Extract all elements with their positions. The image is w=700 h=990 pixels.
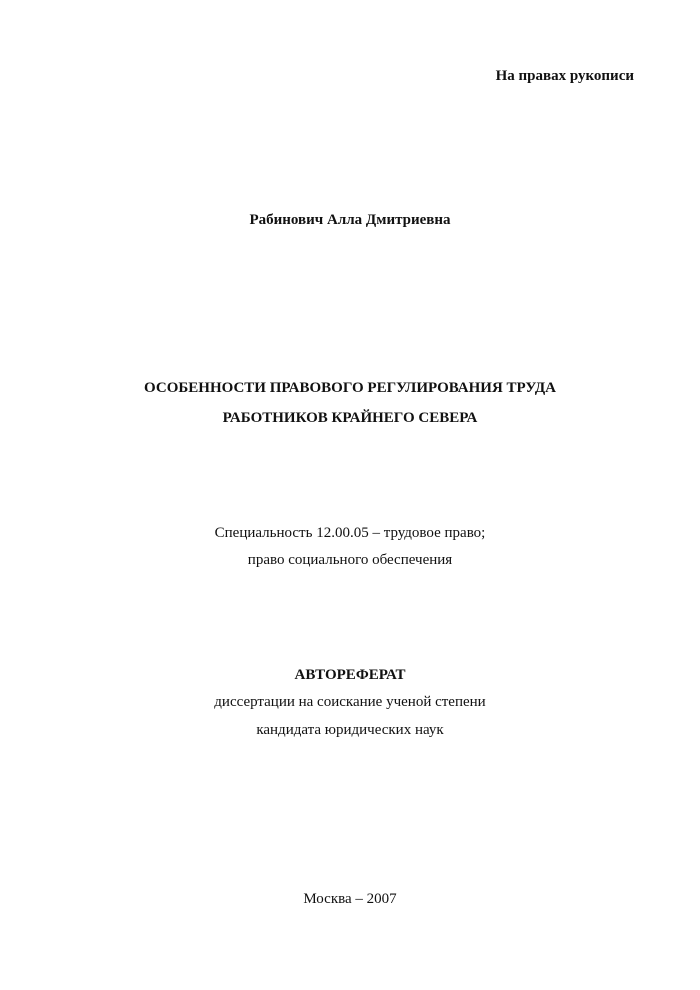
- abstract-heading: АВТОРЕФЕРАТ: [294, 667, 406, 683]
- abstract-line-2: кандидата юридических наук: [256, 722, 444, 738]
- specialty-line-2: право социального обеспечения: [247, 552, 453, 568]
- author-name: Рабинович Алла Дмитриевна: [249, 212, 451, 228]
- title-line-2: РАБОТНИКОВ КРАЙНЕГО СЕВЕРА: [222, 410, 478, 426]
- place-year: Москва – 2007: [303, 891, 397, 907]
- abstract-line-1: диссертации на соискание ученой степени: [214, 694, 486, 710]
- title-line-1: ОСОБЕННОСТИ ПРАВОВОГО РЕГУЛИРОВАНИЯ ТРУДА: [144, 380, 556, 396]
- rights-notice: На правах рукописи: [495, 68, 634, 84]
- specialty-line-1: Специальность 12.00.05 – трудовое право;: [214, 525, 486, 541]
